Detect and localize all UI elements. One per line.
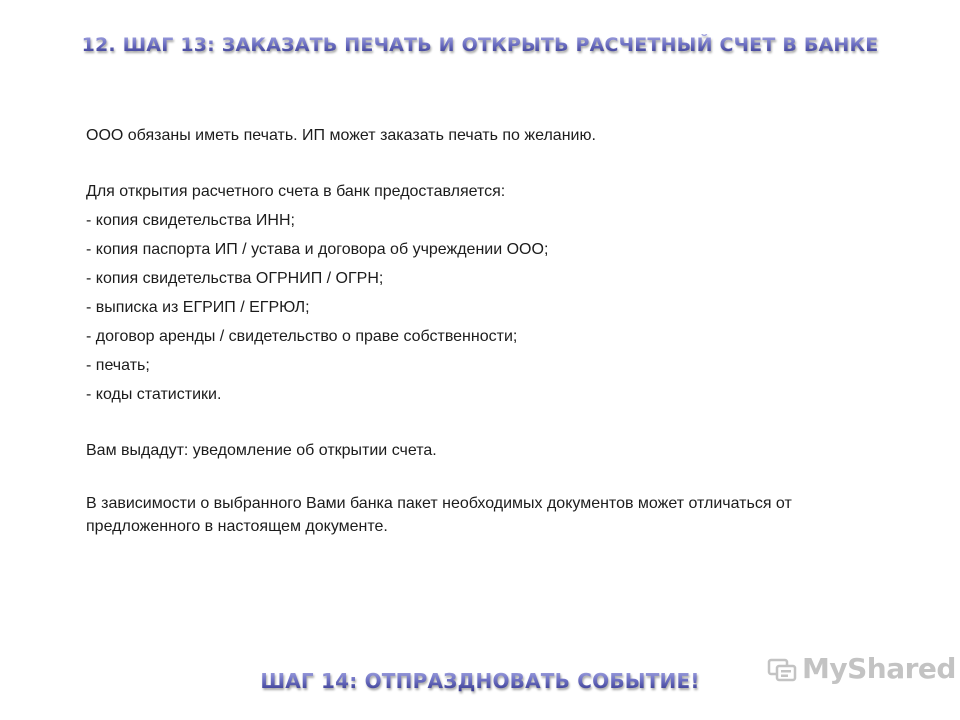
myshared-watermark bbox=[766, 654, 956, 684]
documents-list bbox=[86, 206, 906, 409]
documents-list-item: - копия паспорта ИП / устава и договора об учреждении ООО; bbox=[86, 241, 549, 258]
intro-text: ООО обязаны иметь печать. ИП может заказать печать по желанию. bbox=[86, 127, 596, 144]
documents-list-item: - копия свидетельства ИНН; bbox=[86, 212, 295, 229]
issued-text: Вам выдадут: уведомление об открытии счета. bbox=[86, 442, 437, 459]
slide-body bbox=[86, 121, 906, 538]
documents-heading: Для открытия расчетного счета в банк предоставляется: bbox=[86, 183, 506, 200]
documents-list-item: - коды статистики. bbox=[86, 386, 222, 403]
documents-list-item: - выписка из ЕГРИП / ЕГРЮЛ; bbox=[86, 299, 310, 316]
disclaimer-note: В зависимости о выбранного Вами банка пакет необходимых документов может отличаться от предложенного в настоящем документе. bbox=[86, 495, 792, 535]
watermark-text: MyShared bbox=[802, 652, 956, 685]
slide-title: 12. ШАГ 13: ЗАКАЗАТЬ ПЕЧАТЬ И ОТКРЫТЬ РАСЧЕТНЫЙ СЧЕТ В БАНКЕ bbox=[0, 34, 960, 56]
footer-title: ШАГ 14: ОТПРАЗДНОВАТЬ СОБЫТИЕ! bbox=[0, 669, 960, 693]
myshared-logo-icon bbox=[766, 654, 798, 684]
documents-list-item: - печать; bbox=[86, 357, 150, 374]
documents-list-item: - договор аренды / свидетельство о праве собственности; bbox=[86, 328, 518, 345]
documents-list-item: - копия свидетельства ОГРНИП / ОГРН; bbox=[86, 270, 384, 287]
